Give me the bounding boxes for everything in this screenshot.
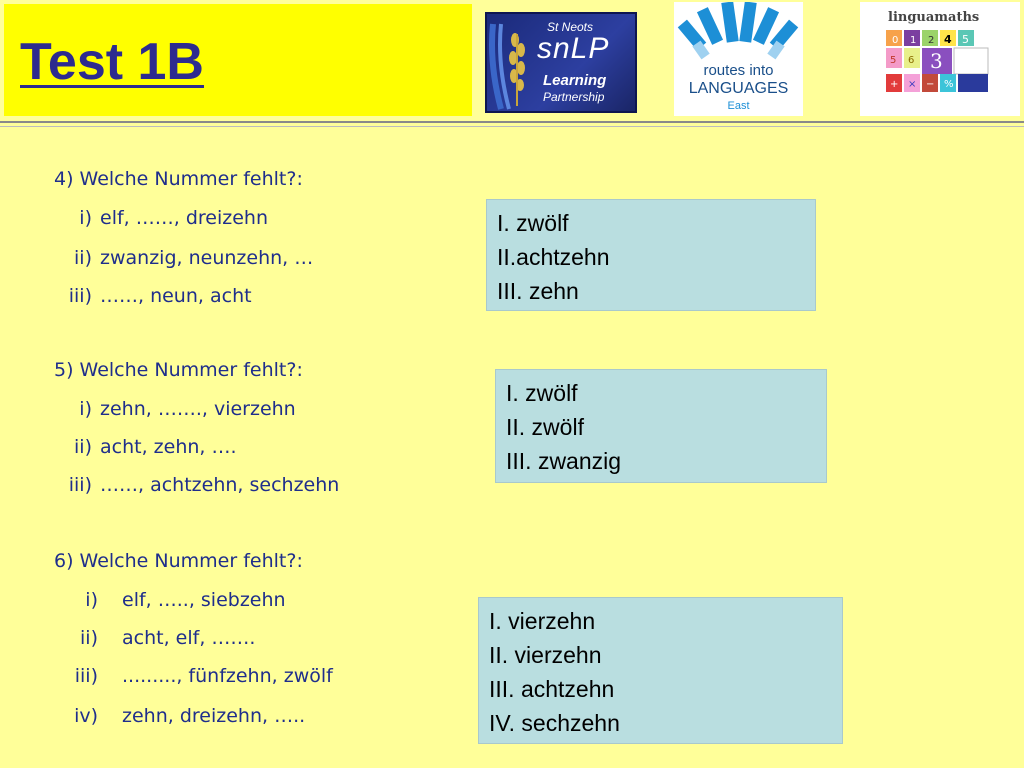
item-number: iii) — [68, 285, 92, 307]
item-text: elf, ……, dreizehn — [100, 207, 268, 229]
linguamaths-title: linguamaths — [888, 10, 980, 25]
item-number: iii) — [68, 474, 92, 496]
item-text: acht, elf, ……. — [122, 627, 256, 649]
fan-icon — [674, 2, 803, 64]
item-text: ……, neun, acht — [100, 285, 252, 307]
svg-text:+: + — [890, 79, 899, 90]
item-number: i) — [79, 398, 92, 420]
question-5-title: 5) Welche Nummer fehlt?: — [54, 359, 303, 381]
svg-text:×: × — [908, 79, 917, 90]
item-number: i) — [85, 589, 98, 611]
item-text: zehn, dreizehn, ….. — [122, 705, 306, 727]
answer-line: IV. sechzehn — [489, 710, 620, 736]
answer-line: III. zehn — [497, 278, 579, 304]
item-text: acht, zehn, …. — [100, 436, 237, 458]
svg-text:5: 5 — [962, 33, 969, 46]
title-box — [4, 4, 472, 116]
svg-text:−: − — [926, 79, 935, 90]
item-text: elf, ….., siebzehn — [122, 589, 286, 611]
answer-line: II. zwölf — [506, 414, 584, 440]
svg-text:%: % — [944, 79, 954, 90]
snlp-bottom-text: Partnership — [543, 90, 605, 104]
item-number: ii) — [74, 436, 92, 458]
item-number: ii) — [80, 627, 98, 649]
snlp-bold-text: Learning — [543, 72, 607, 89]
routes-line2: LANGUAGES — [688, 80, 789, 97]
item-number: iv) — [74, 705, 98, 727]
number-grid-icon — [860, 26, 1020, 116]
answer-line: I. zwölf — [497, 210, 569, 236]
question-4-title: 4) Welche Nummer fehlt?: — [54, 168, 303, 190]
item-number: i) — [79, 207, 92, 229]
answer-box-6 — [478, 597, 843, 744]
answer-line: I. vierzehn — [489, 608, 596, 634]
routes-line1: routes into — [703, 62, 774, 79]
item-text: zehn, ……., vierzehn — [100, 398, 296, 420]
svg-text:2: 2 — [928, 35, 935, 46]
svg-text:3: 3 — [930, 49, 943, 73]
item-text: ........., fünfzehn, zwölf — [122, 665, 333, 687]
answer-box-4 — [486, 199, 816, 311]
answer-line: III. achtzehn — [489, 676, 615, 702]
answer-line: I. zwölf — [506, 380, 578, 406]
item-number: ii) — [74, 247, 92, 269]
header-divider — [0, 121, 1024, 127]
answer-line: II. vierzehn — [489, 642, 602, 668]
answer-box-5 — [495, 369, 827, 483]
routes-line3: East — [727, 100, 750, 112]
answer-line: III. zwanzig — [506, 448, 622, 474]
question-6-title: 6) Welche Nummer fehlt?: — [54, 550, 303, 572]
svg-text:4: 4 — [944, 33, 952, 46]
linguamaths-logo — [860, 2, 1020, 116]
answer-line: II.achtzehn — [497, 244, 610, 270]
svg-text:0: 0 — [892, 35, 899, 46]
snlp-logo — [485, 12, 637, 113]
svg-text:6: 6 — [908, 55, 915, 66]
snlp-mid-text: snLP — [537, 32, 610, 65]
item-text: zwanzig, neunzehn, … — [100, 247, 314, 269]
svg-text:5: 5 — [890, 55, 897, 66]
slide-title: Test 1B — [20, 33, 204, 91]
routes-into-languages-logo — [674, 2, 803, 116]
snlp-top-text: St Neots — [547, 20, 594, 34]
item-number: iii) — [74, 665, 98, 687]
svg-text:1: 1 — [910, 35, 917, 46]
item-text: ……, achtzehn, sechzehn — [100, 474, 340, 496]
